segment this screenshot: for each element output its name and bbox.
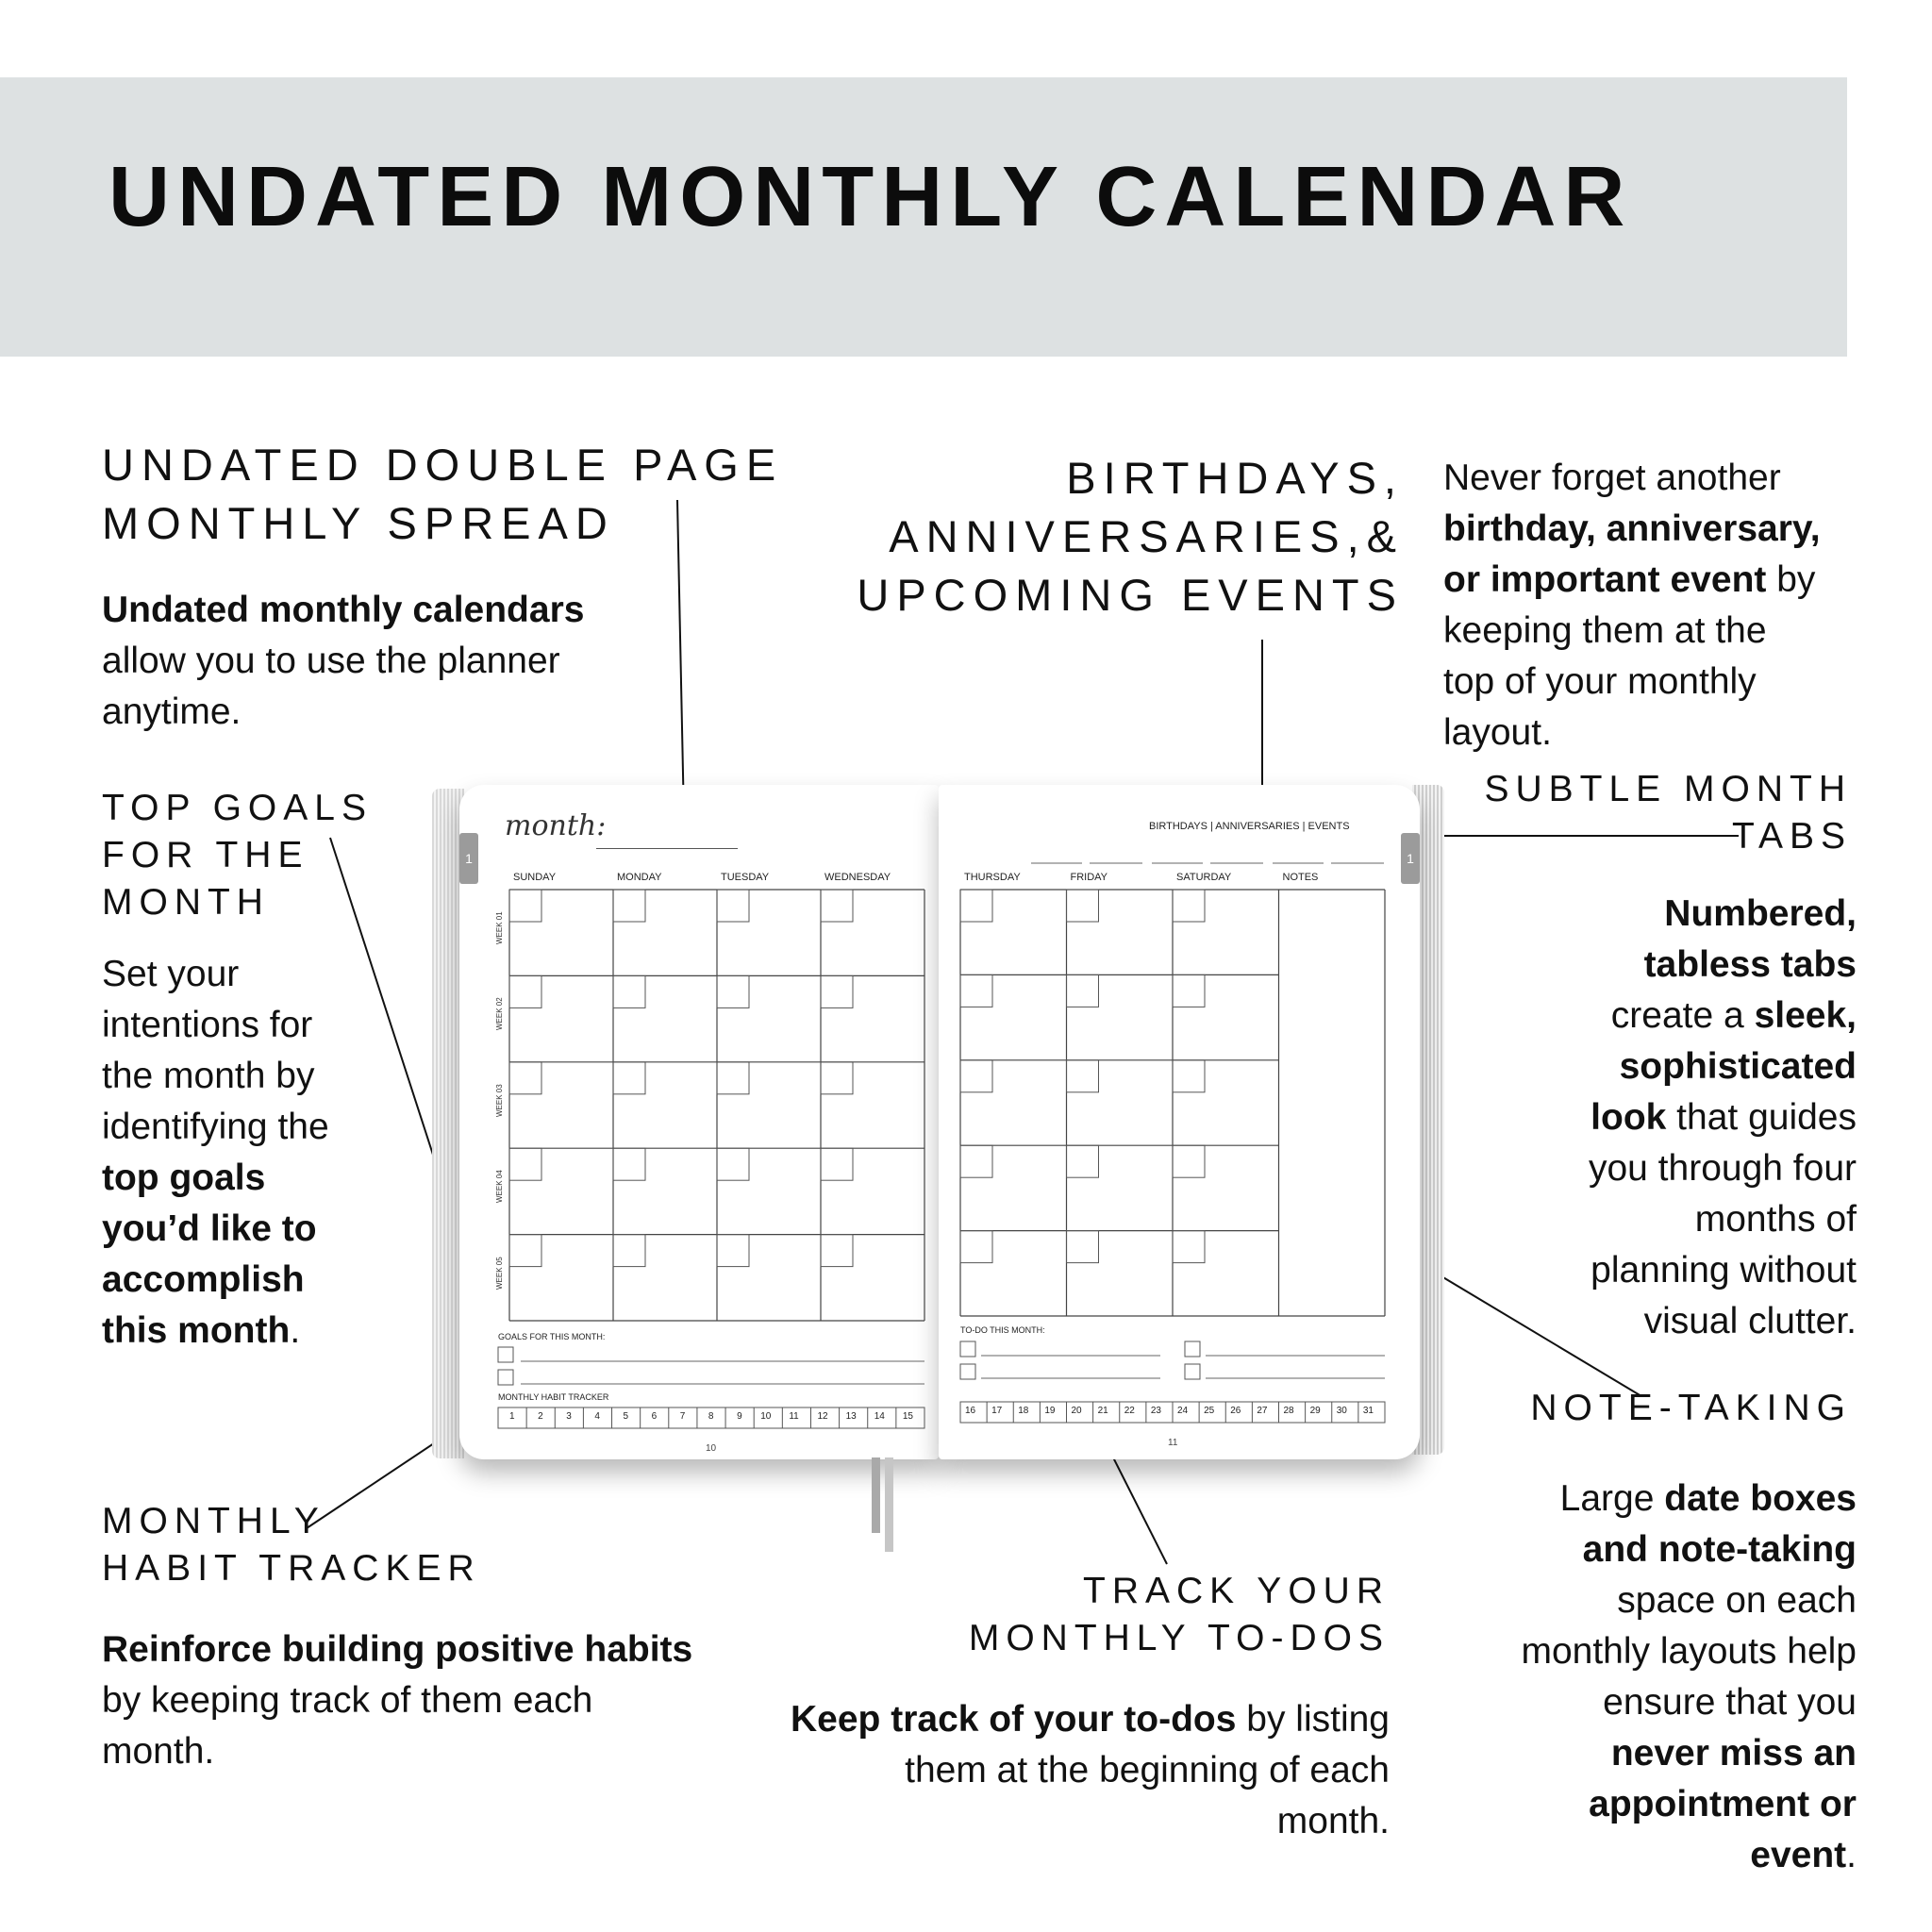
- date-box: [509, 1148, 541, 1180]
- goals-label-3: MONTH: [102, 882, 270, 923]
- habit-day: 20: [1071, 1406, 1082, 1416]
- habit-day: 18: [1018, 1406, 1029, 1416]
- date-box: [821, 890, 853, 922]
- tabs-text: that guides: [1666, 1097, 1857, 1138]
- weekday-header: NOTES: [1282, 872, 1319, 883]
- habit-day: 19: [1044, 1406, 1056, 1416]
- spread-label-line1: UNDATED DOUBLE PAGE: [102, 440, 784, 490]
- habit-day: 28: [1283, 1406, 1294, 1416]
- goal-checkbox: [498, 1370, 513, 1385]
- date-box: [960, 890, 992, 922]
- birthdays-label-3: UPCOMING EVENTS: [857, 570, 1404, 620]
- habit-day: 14: [874, 1411, 885, 1422]
- habit-day: 23: [1150, 1406, 1161, 1416]
- habit-day: 11: [789, 1411, 799, 1422]
- tabs-bold: tabless tabs: [1643, 944, 1857, 985]
- week-label: WEEK 02: [495, 997, 504, 1031]
- date-box: [1067, 974, 1099, 1007]
- habit-day: 25: [1204, 1406, 1215, 1416]
- page-title: UNDATED MONTHLY CALENDAR: [108, 150, 1633, 244]
- goals-label-1: TOP GOALS: [102, 788, 373, 828]
- notes-bold: date boxes: [1664, 1478, 1857, 1519]
- week-label: WEEK 03: [495, 1084, 504, 1117]
- notes-text: monthly layouts help: [1521, 1631, 1857, 1672]
- tabs-bold: Numbered,: [1664, 893, 1857, 934]
- goals-header: GOALS FOR THIS MONTH:: [498, 1332, 606, 1341]
- birthdays-text-2: by: [1766, 559, 1816, 600]
- page-number-right: 11: [1168, 1438, 1178, 1448]
- notes-text: ensure that you: [1603, 1682, 1857, 1723]
- page-number-left: 10: [706, 1443, 717, 1454]
- todos-bold: Keep track of your to-dos: [791, 1699, 1237, 1740]
- birthdays-label-1: BIRTHDAYS,: [1066, 453, 1404, 503]
- date-box: [1173, 1231, 1205, 1263]
- tabs-text: planning without: [1591, 1250, 1857, 1291]
- notes-text: Large: [1559, 1478, 1665, 1519]
- todos-text-2: them at the beginning of each: [905, 1750, 1390, 1790]
- goals-label-2: FOR THE: [102, 835, 309, 875]
- date-box: [717, 890, 749, 922]
- goals-text-3: the month by: [102, 1056, 315, 1096]
- habit-day: 13: [845, 1411, 857, 1422]
- todo-checkbox: [1185, 1364, 1200, 1379]
- weekday-header: TUESDAY: [721, 872, 770, 883]
- habit-day: 2: [538, 1411, 543, 1422]
- date-box: [1067, 1060, 1099, 1092]
- todos-text-1: by listing: [1236, 1699, 1390, 1740]
- weekday-header: WEDNESDAY: [824, 872, 891, 883]
- habit-text-1: by keeping track of them each: [102, 1680, 593, 1721]
- weekday-header: MONDAY: [617, 872, 662, 883]
- weekday-header: THURSDAY: [964, 872, 1021, 883]
- tabs-text: months of: [1694, 1199, 1857, 1240]
- goals-end: .: [290, 1310, 301, 1351]
- habit-day: 1: [509, 1411, 515, 1422]
- notes-text: space on each: [1617, 1580, 1857, 1621]
- date-box: [613, 1062, 645, 1094]
- spread-text-2: anytime.: [102, 691, 242, 732]
- habit-day: 22: [1124, 1406, 1135, 1416]
- tabs-text: visual clutter.: [1643, 1301, 1857, 1341]
- habit-day: 8: [708, 1411, 714, 1422]
- month-script-heading: month:: [505, 809, 607, 842]
- habit-day: 26: [1230, 1406, 1241, 1416]
- date-box: [821, 1148, 853, 1180]
- date-box: [509, 1062, 541, 1094]
- week-label: WEEK 01: [495, 911, 504, 944]
- goal-checkbox: [498, 1347, 513, 1362]
- date-box: [821, 1062, 853, 1094]
- date-box: [509, 1235, 541, 1267]
- habit-day: 3: [566, 1411, 572, 1422]
- events-header: BIRTHDAYS | ANNIVERSARIES | EVENTS: [1149, 821, 1350, 832]
- todo-checkbox: [1185, 1341, 1200, 1357]
- todo-checkbox: [960, 1341, 975, 1357]
- notes-text: .: [1846, 1835, 1857, 1875]
- spread-bold: Undated monthly calendars: [102, 590, 585, 630]
- weekday-header: SUNDAY: [513, 872, 557, 883]
- goals-bold-3: accomplish: [102, 1259, 305, 1300]
- notes-bold: appointment or: [1589, 1784, 1857, 1824]
- goals-bold-2: you’d like to: [102, 1208, 317, 1249]
- notes-label: NOTE-TAKING: [1530, 1388, 1852, 1428]
- habit-day: 17: [991, 1406, 1003, 1416]
- habit-text-2: month.: [102, 1731, 215, 1772]
- habit-day: 15: [902, 1411, 913, 1422]
- habit-day: 16: [965, 1406, 976, 1416]
- date-box: [960, 1060, 992, 1092]
- tabs-text: you through four: [1588, 1148, 1857, 1189]
- habit-day: 24: [1177, 1406, 1189, 1416]
- week-label: WEEK 04: [495, 1170, 504, 1204]
- tabs-bold: sleek,: [1754, 995, 1857, 1036]
- birthdays-text-1: Never forget another: [1443, 458, 1781, 498]
- spread-text-1: allow you to use the planner: [102, 641, 560, 681]
- date-box: [509, 890, 541, 922]
- week-label: WEEK 05: [495, 1256, 504, 1290]
- habit-header: MONTHLY HABIT TRACKER: [498, 1392, 609, 1402]
- habit-label-1: MONTHLY: [102, 1501, 325, 1541]
- habit-label-2: HABIT TRACKER: [102, 1548, 481, 1589]
- habit-day: 30: [1336, 1406, 1347, 1416]
- habit-day: 9: [737, 1411, 742, 1422]
- habit-day: 21: [1097, 1406, 1108, 1416]
- tabs-label-2: TABS: [1732, 816, 1852, 857]
- notes-bold: event: [1750, 1835, 1847, 1875]
- month-tab-right: 1: [1401, 833, 1420, 884]
- date-box: [1173, 974, 1205, 1007]
- goals-text-4: identifying the: [102, 1107, 329, 1147]
- date-box: [717, 1148, 749, 1180]
- goals-text-2: intentions for: [102, 1005, 313, 1045]
- date-box: [613, 1148, 645, 1180]
- tabs-bold: look: [1591, 1097, 1667, 1138]
- date-box: [613, 1235, 645, 1267]
- habit-day: 6: [651, 1411, 658, 1422]
- birthdays-bold-2: or important event: [1443, 559, 1767, 600]
- month-tab-left: 1: [459, 833, 478, 884]
- todo-checkbox: [960, 1364, 975, 1379]
- notes-bold: and note-taking: [1582, 1529, 1857, 1570]
- habit-day: 5: [623, 1411, 629, 1422]
- notes-bold: never miss an: [1610, 1733, 1857, 1774]
- habit-day: 29: [1309, 1406, 1321, 1416]
- habit-day: 12: [817, 1411, 828, 1422]
- date-box: [960, 1145, 992, 1177]
- spread-label-line2: MONTHLY SPREAD: [102, 498, 615, 548]
- todos-text-3: month.: [1276, 1801, 1390, 1841]
- habit-day: 4: [594, 1411, 600, 1422]
- date-box: [960, 974, 992, 1007]
- date-box: [717, 1062, 749, 1094]
- habit-bold: Reinforce building positive habits: [102, 1629, 693, 1670]
- habit-day: 10: [760, 1411, 772, 1422]
- tabs-label-1: SUBTLE MONTH: [1484, 769, 1852, 809]
- birthdays-text-3: keeping them at the: [1443, 610, 1767, 651]
- date-box: [717, 1235, 749, 1267]
- tabs-text: create a: [1610, 995, 1755, 1036]
- birthdays-bold-1: birthday, anniversary,: [1443, 508, 1821, 549]
- date-box: [509, 975, 541, 1008]
- date-box: [1173, 1060, 1205, 1092]
- habit-day: 27: [1257, 1406, 1268, 1416]
- date-box: [613, 890, 645, 922]
- habit-day: 31: [1362, 1406, 1374, 1416]
- weekday-header: FRIDAY: [1070, 872, 1108, 883]
- habit-day: 7: [679, 1411, 686, 1422]
- date-box: [960, 1231, 992, 1263]
- goals-bold-4: this month: [102, 1310, 291, 1351]
- date-box: [821, 1235, 853, 1267]
- goals-text-1: Set your: [102, 954, 240, 994]
- birthdays-text-5: layout.: [1443, 712, 1552, 753]
- tabs-bold: sophisticated: [1619, 1046, 1857, 1087]
- birthdays-text-4: top of your monthly: [1443, 661, 1757, 702]
- date-box: [1173, 890, 1205, 922]
- birthdays-label-2: ANNIVERSARIES,&: [889, 511, 1404, 561]
- date-box: [821, 975, 853, 1008]
- date-box: [1067, 1231, 1099, 1263]
- todos-label-2: MONTHLY TO-DOS: [968, 1618, 1390, 1658]
- date-box: [1067, 890, 1099, 922]
- weekday-header: SATURDAY: [1176, 872, 1232, 883]
- date-box: [717, 975, 749, 1008]
- goals-bold-1: top goals: [102, 1158, 266, 1198]
- todo-header: TO-DO THIS MONTH:: [960, 1325, 1045, 1335]
- date-box: [1173, 1145, 1205, 1177]
- date-box: [1067, 1145, 1099, 1177]
- todos-label-1: TRACK YOUR: [1083, 1571, 1390, 1611]
- date-box: [613, 975, 645, 1008]
